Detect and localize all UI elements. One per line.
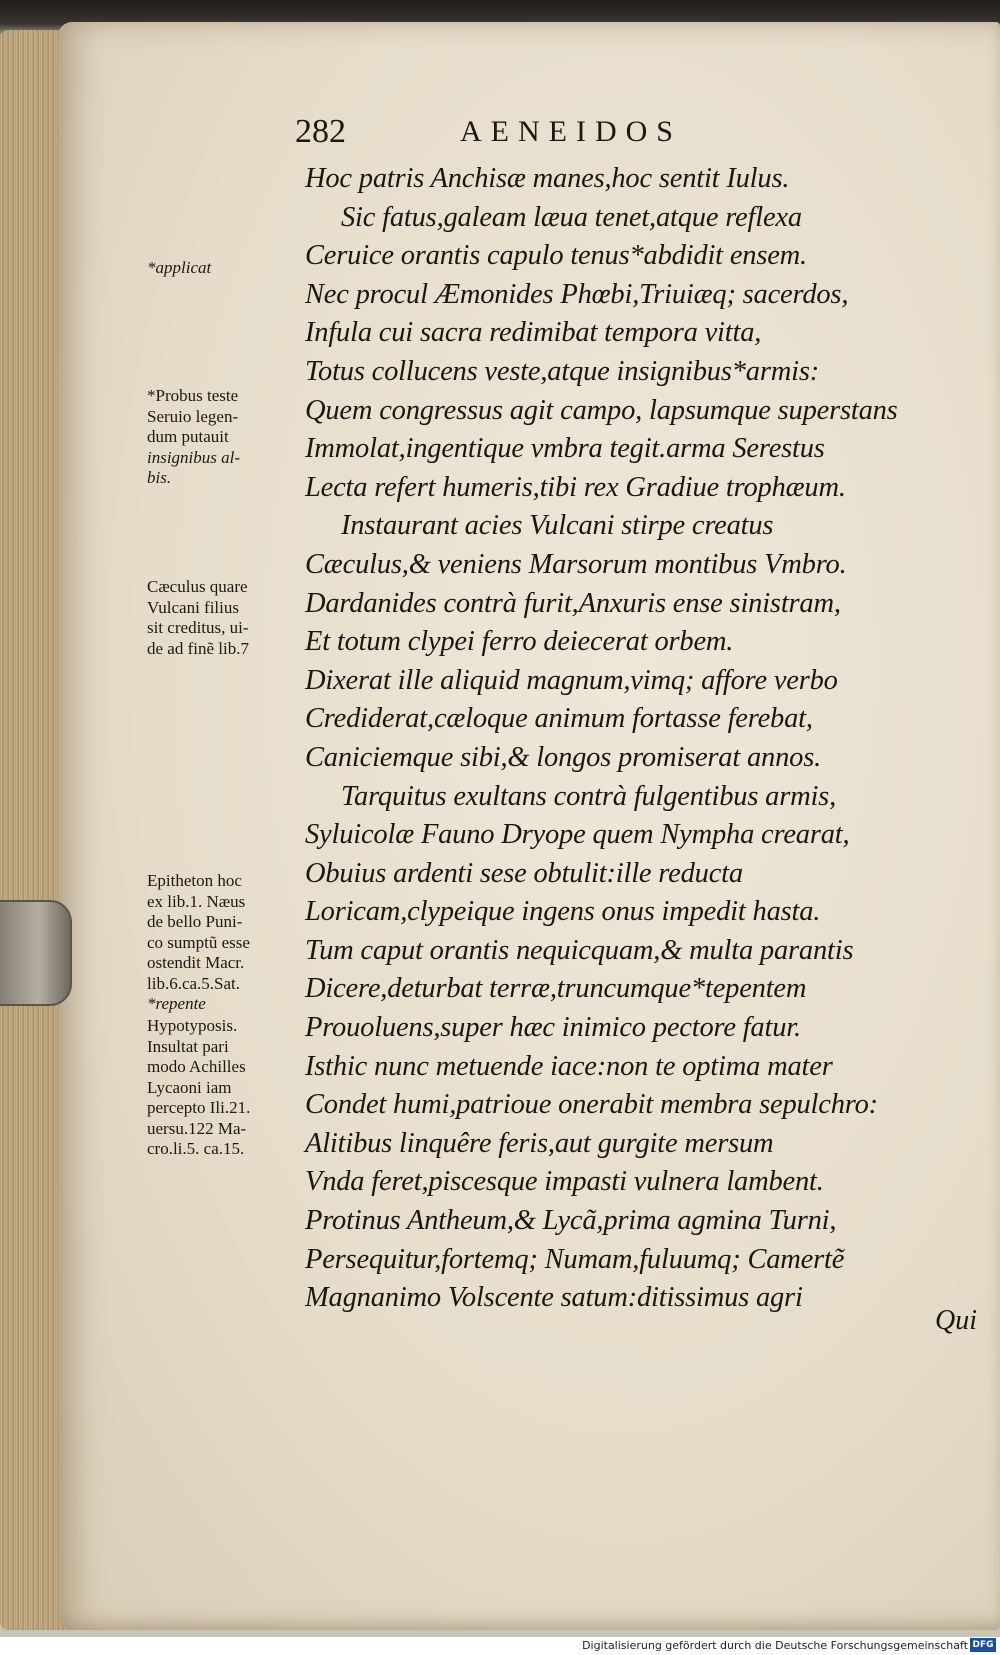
margin-note-line: percepto Ili.21. (147, 1098, 251, 1117)
page-number: 282 (295, 113, 346, 150)
verse-line: Cæculus,& veniens Marsorum montibus Vmbro. (305, 548, 847, 580)
verse-line: Caniciemque sibi,& longos promiserat annos. (305, 741, 822, 773)
margin-note-hypotyposis (147, 1016, 302, 1160)
margin-note-line: ex lib.1. Næus (147, 891, 246, 911)
margin-note-line: Epitheton hoc (147, 871, 242, 890)
verse-line: Prouoluens,super hæc inimico pectore fatur. (305, 1012, 801, 1044)
margin-note-line: uersu.122 Ma- (147, 1118, 247, 1138)
catchword: Qui (935, 1305, 977, 1336)
verse-line: Magnanimo Volscente satum:ditissimus agri (305, 1282, 803, 1314)
margin-note-epitheton (147, 871, 302, 1015)
margin-note-line: sit creditus, ui- (147, 618, 249, 637)
margin-note-line: Lycaoni iam (147, 1077, 232, 1097)
verse-line: Et totum clypei ferro deiecerat orbem. (305, 626, 734, 658)
verse-line: Alitibus linquêre feris,aut gurgite mersum (305, 1127, 774, 1159)
verse-line: Syluicolæ Fauno Dryope quem Nympha crearat, (305, 819, 850, 851)
margin-note-applicat (147, 258, 302, 279)
verse-line: Condet humi,patrioue onerabit membra sepulchro: (305, 1089, 878, 1121)
verse-line: Dicere,deturbat terræ,truncumque*tepentem (305, 973, 807, 1005)
margin-note-line: Seruio legen- (147, 406, 239, 426)
verse-line: Dardanides contrà furit,Anxuris ense sinistram, (305, 587, 841, 619)
margin-note-line: Cæculus quare (147, 577, 248, 596)
margin-note-line: Insultat pari (147, 1036, 229, 1056)
verse-line: Hoc patris Anchisæ manes,hoc sentit Iulus. (305, 163, 790, 194)
verse-line: Loricam,clypeique ingens onus impedit hasta. (305, 896, 821, 928)
margin-note-line: cro.li.5. ca.15. (147, 1139, 245, 1158)
verse-line: Lecta refert humeris,tibi rex Gradiue trophæum. (305, 471, 846, 503)
verse-line: Vnda feret,piscesque impasti vulnera lambent. (305, 1166, 824, 1198)
book-clasp (0, 900, 72, 1006)
verse-block (305, 160, 995, 1318)
margin-note-line: lib.6.ca.5.Sat. (147, 973, 241, 993)
margin-note-line: dum putauit (147, 427, 229, 446)
verse-line: Isthic nunc metuende iace:non te optima mater (305, 1050, 833, 1082)
margin-note-line: ostendit Macr. (147, 953, 245, 972)
verse-line: Obuius ardenti sese obtulit:ille reducta (305, 857, 743, 889)
verse-line: Quem congressus agit campo, lapsumque superstans (305, 394, 898, 426)
margin-note-line: *repente (147, 994, 206, 1013)
margin-note-probus (147, 386, 302, 489)
verse-line: Tarquitus exultans contrà fulgentibus armis, (341, 780, 837, 812)
dfg-logo: DFG (970, 1638, 996, 1652)
margin-note-line: co sumptũ esse (147, 932, 250, 952)
margin-note-line: modo Achilles (147, 1057, 246, 1076)
page-header (295, 113, 820, 155)
margin-note-caeculus (147, 577, 302, 659)
verse-line: Instaurant acies Vulcani stirpe creatus (341, 510, 774, 542)
verse-line: Tum caput orantis nequicquam,& multa parantis (305, 934, 854, 966)
digitization-credit: Digitalisierung gefördert durch die Deutsche Forschungsgemeinschaft (582, 1639, 968, 1652)
margin-note-line: bis. (147, 468, 172, 487)
margin-note-line: Vulcani filius (147, 597, 239, 617)
margin-note-line: de bello Puni- (147, 912, 243, 931)
verse-line: Ceruice orantis capulo tenus*abdidit ensem. (305, 240, 807, 272)
margin-note-line: insignibus al- (147, 447, 241, 467)
running-title: AENEIDOS (460, 115, 682, 148)
margin-note-line: Hypotyposis. (147, 1016, 238, 1035)
verse-line: Immolat,ingentique vmbra tegit.arma Serestus (305, 433, 825, 465)
verse-line: Persequitur,fortemq; Numam,fuluumq; Camertẽ (305, 1243, 845, 1275)
verse-line: Dixerat ille aliquid magnum,vimq; affore verbo (305, 664, 838, 696)
verse-line: Crediderat,cæloque animum fortasse ferebat, (305, 703, 813, 735)
verse-line: Nec procul Æmonides Phœbi,Triuiæq; sacerdos, (305, 278, 849, 310)
verse-line: Totus collucens veste,atque insignibus*armis: (305, 355, 820, 387)
verse-line: Protinus Antheum,& Lycã,prima agmina Turni, (305, 1205, 837, 1237)
verse-line: Infula cui sacra redimibat tempora vitta, (305, 317, 762, 349)
margin-note-line: *Probus teste (147, 386, 239, 405)
margin-note-line: *applicat (147, 258, 212, 277)
verse-line: Sic fatus,galeam læua tenet,atque reflexa (341, 201, 802, 233)
margin-note-line: de ad finẽ lib.7 (147, 638, 249, 658)
